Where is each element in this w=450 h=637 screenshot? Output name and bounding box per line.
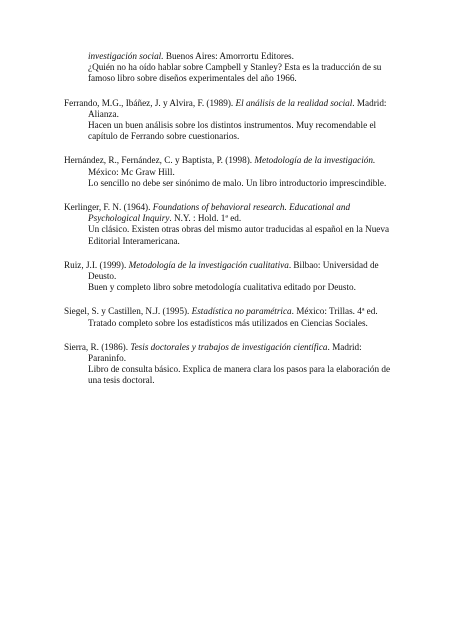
entry-note: capítulo de Ferrando sobre cuestionarios.	[88, 131, 240, 142]
entry-continuation: Alianza.	[88, 108, 119, 119]
entry-continuation: Deusto.	[88, 271, 117, 282]
entry-note: Un clásico. Existen otras obras del mismo autor traducidas al español en la Nueva	[88, 224, 390, 235]
entry-authors: Sierra, R. (1986).	[64, 341, 131, 352]
entry-note: Tratado completo sobre los estadísticos más utilizados en Ciencias Sociales.	[88, 317, 368, 328]
entry-title: El análisis de la realidad social	[235, 97, 353, 108]
bibliography-list	[64, 51, 394, 400]
bibliography-continuation	[64, 51, 394, 85]
entry-note: Lo sencillo no debe ser sinónimo de malo. Un libro introductorio imprescindible.	[88, 177, 387, 188]
entry-title: Metodología de la investigación.	[254, 155, 376, 166]
entry-note: Editorial Interamericana.	[88, 235, 180, 246]
entry-note: ¿Quién no ha oído hablar sobre Campbell y Stanley? Esta es la traducción de su	[88, 62, 382, 73]
entry-citation	[64, 155, 394, 166]
entry-citation	[64, 98, 394, 109]
entry-title: Metodología de la investigación cualitativa	[128, 259, 289, 270]
entry-authors: Kerlinger, F. N. (1964).	[64, 202, 153, 213]
entry-note: Hacen un buen análisis sobre los distintos instrumentos. Muy recomendable el	[88, 120, 377, 131]
bibliography-entry-sierra	[64, 342, 394, 387]
entry-publisher: . Madrid:	[352, 97, 387, 108]
entry-publisher: . N.Y. : Hold. 1ª ed.	[169, 213, 242, 224]
entry-note: Libro de consulta básico. Explica de manera clara los pasos para la elaboración de	[88, 364, 391, 375]
entry-citation	[64, 260, 394, 271]
entry-line	[88, 51, 394, 62]
entry-title-continued: Psychological Inquiry	[88, 213, 170, 224]
entry-publisher: . Bilbao: Universidad de	[288, 259, 379, 270]
entry-continuation	[64, 213, 394, 224]
bibliography-entry-kerlinger	[64, 202, 394, 247]
entry-authors: Hernández, R., Fernández, C. y Baptista, P. (1998).	[64, 155, 255, 166]
entry-note: famoso libro sobre diseños experimentales del año 1966.	[88, 73, 297, 84]
bibliography-entry-ruiz	[64, 260, 394, 294]
entry-publisher: . Madrid:	[327, 341, 362, 352]
entry-continuation: Paraninfo.	[88, 353, 127, 364]
entry-authors: Siegel, S. y Castillen, N.J. (1995).	[64, 306, 192, 317]
entry-title: Foundations of behavioral research. Educational and	[152, 202, 351, 213]
bibliography-entry-siegel	[64, 306, 394, 328]
entry-publisher: Buenos Aires: Amorrortu Editores.	[163, 51, 294, 61]
entry-citation	[64, 342, 394, 353]
entry-title: Tesis doctorales y trabajos de investigación científica	[130, 341, 328, 352]
entry-authors: Ruiz, J.I. (1999).	[64, 259, 129, 270]
entry-citation	[64, 306, 394, 317]
entry-publisher: . México: Trillas. 4ª ed.	[291, 306, 378, 317]
bibliography-entry-hernandez	[64, 155, 394, 189]
entry-title: Estadística no paramétrica	[191, 306, 292, 317]
entry-authors: Ferrando, M.G., Ibáñez, J. y Alvira, F. (1989).	[64, 97, 236, 108]
bibliography-entry-ferrando	[64, 98, 394, 143]
entry-note: Buen y completo libro sobre metodología cualitativa editado por Deusto.	[88, 282, 356, 293]
entry-title: investigación social.	[88, 51, 164, 61]
entry-continuation: México: Mc Graw Hill.	[88, 166, 175, 177]
entry-citation	[64, 202, 394, 213]
entry-note: una tesis doctoral.	[88, 375, 155, 386]
